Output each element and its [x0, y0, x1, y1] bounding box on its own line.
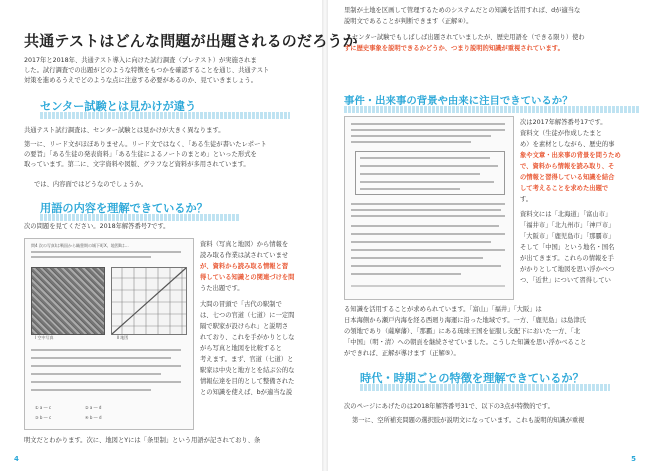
- section-heading-4: 時代・時期ごとの特徴を理解できているか？: [360, 372, 584, 385]
- q2-side-9: 資料文には「北海道」「富山市」: [520, 211, 612, 218]
- q2-side-8: す。: [520, 196, 533, 203]
- question-caption: 問4 次の写真Ⅰは戦国から織豊期の城下町X、地図Ⅱは…: [31, 243, 129, 248]
- side-line-11: 考えます。まず、官道（七道）と: [200, 356, 294, 363]
- section-heading-bar: [344, 106, 640, 113]
- top-line-3: センター試験でもしばしば出題されていましたが、歴史用語を（できる限り）使わ: [352, 34, 585, 41]
- bottom-block-3: の領地であり（薩摩藩）、「那覇」にある琉球王国を征服し支配下においた一方、「北: [344, 328, 581, 335]
- section2-lead: 次の問題を見てください。2018年解答番号7です。: [24, 223, 170, 230]
- option-4: ④ b ― d: [85, 415, 102, 420]
- side-line-5: うた出題です。: [200, 285, 244, 292]
- section1-line-2: 第一に、リード文がほぼありません。リード文ではなく、「ある生徒が書いたレポート: [24, 141, 267, 148]
- side-line-9: れており、これを手がかりとしな: [200, 334, 295, 341]
- side-line-2: 読み取る作業は試されていませ: [200, 252, 289, 259]
- map-label: Ⅱ 地図: [117, 335, 129, 340]
- side-line-4: 得している知識との関連づけを問: [200, 274, 295, 281]
- section1-line-5: では、内容面ではどうなのでしょうか。: [34, 181, 148, 188]
- exam-question-image: [24, 238, 194, 430]
- bottom-block-1: る知識を活用することが求められています。「富山」「福井」「大阪」は: [344, 306, 542, 313]
- q2-side-15: つ、「近世」について習得してい: [520, 277, 611, 284]
- top-line-1: 里制が土地を区画して管理するためのシステムだとの知識を活用すれば、dが適当な: [344, 7, 581, 14]
- photo-label: Ⅰ 空中写真: [35, 335, 54, 340]
- question-table: [355, 151, 505, 195]
- q2-side-12: そして「中国」という地名・国名: [520, 244, 615, 251]
- q2-side-13: が出てきます。これらの情報を手: [520, 255, 614, 262]
- section-heading-2: 用語の内容を理解できているか？: [40, 202, 208, 215]
- section4-line-2: 第一に、空所補充問題の選択肢が説明文になっています。これも説明的知識が重視: [352, 417, 585, 424]
- section-heading-1: センター試験とは見かけが違う: [40, 100, 197, 113]
- book-gutter: [322, 0, 328, 471]
- side-line-6: 大問の冒頭で「古代の駅制で: [200, 301, 282, 308]
- section1-line-4: 取っています。第二に、文字資料や図版、グラフなど資料が多用されています。: [24, 161, 250, 168]
- option-3: ③ b ― c: [35, 415, 52, 420]
- top-line-4: ずに歴史事象を説明できるかどうか、つまり説明的知識が重視されています。: [344, 45, 564, 52]
- q2-side-2: 資料文（生徒が作成したまと: [520, 130, 602, 137]
- right-page: [330, 0, 650, 471]
- side-line-8: 隔で駅家が設けられ」と説明さ: [200, 323, 289, 330]
- top-line-2: 説明文であることが判断できます（正解④）。: [344, 18, 473, 25]
- side-line-3: が、資料から読み取る情報と習: [200, 263, 289, 270]
- exam-question-image-2: [344, 116, 514, 300]
- intro-line-3: 対策を進めるうえでどのような点に注意する必要があるのか、見ていきましょう。: [24, 77, 257, 84]
- side-line-10: がら写真と地図を比較すると: [200, 345, 282, 352]
- side-line-12: 駅家は中央と地方とを結ぶ公的な: [200, 367, 295, 374]
- bottom-block-4: 「中国」（明・清）への朝貢を継続させていました。こうした知識を思い浮かべること: [344, 339, 587, 346]
- option-2: ② a ― d: [85, 405, 102, 410]
- page-title: 共通テストはどんな問題が出題されるのだろうか: [24, 32, 358, 50]
- section1-line-3: の要旨」「ある生徒の発表資料」「ある生徒によるノートのまとめ」といった形式を: [24, 151, 257, 158]
- aerial-photo: [31, 267, 105, 335]
- q2-side-7: して考えることを求めた出題で: [520, 185, 609, 192]
- side-line-7: は、七つの官道（七道）に一定間: [200, 312, 295, 319]
- section-heading-3: 事件・出来事の背景や由来に注目できているか？: [344, 95, 573, 107]
- page-number-right: 5: [631, 455, 636, 463]
- section4-line-1: 次のページにあげたのは2018年解答番号31で、以下の3点が特徴的です。: [344, 403, 554, 410]
- q2-side-3: め）を素材としながら、歴史的事: [520, 141, 615, 148]
- intro-line-1: 2017年と2018年、共通テスト導入に向けた試行調査（プレテスト）が実施されま: [24, 57, 257, 64]
- city-map: [111, 267, 187, 335]
- q2-side-6: の情報と習得している知識を結合: [520, 174, 615, 181]
- side-line-14: との知識を使えば、bが適当な説: [200, 389, 293, 396]
- q2-side-10: 「福井市」「北九州市」「神戸市」: [520, 222, 615, 229]
- intro-line-2: した。試行調査での出題がどのような特徴をもつかを確認することを通じ、共通テスト: [24, 67, 270, 74]
- bottom-line: 明文だとわかります。次に、地図とYには「条里制」という用語が記されており、条: [24, 437, 261, 444]
- side-line-1: 資料（写真と地図）から情報を: [200, 241, 289, 248]
- q2-side-4: 象や文章・出来事の背景を問うため: [520, 152, 621, 159]
- side-line-13: 情報伝達を目的として整備された: [200, 378, 295, 385]
- q2-side-14: がかりとして地図を思い浮かべつ: [520, 266, 615, 273]
- page-number-left: 4: [14, 455, 19, 463]
- q2-side-11: 「大阪市」「鹿児島市」「那覇市」: [520, 233, 615, 240]
- bottom-block-2: 日本海側から瀬戸内海を経る西廻り海運に沿った地域です。一方、「鹿児島」は島津氏: [344, 317, 586, 324]
- q2-side-5: で、資料から情報を読み取り、そ: [520, 163, 615, 170]
- option-1: ① a ― c: [35, 405, 52, 410]
- q2-side-1: 次は2017年解答番号17です。: [520, 119, 607, 126]
- section1-line-1: 共通テスト試行調査は、センター試験とは見かけが大きく異なります。: [24, 127, 225, 134]
- bottom-block-5: ができれば、正解が導けます（正解⑤）。: [344, 350, 460, 357]
